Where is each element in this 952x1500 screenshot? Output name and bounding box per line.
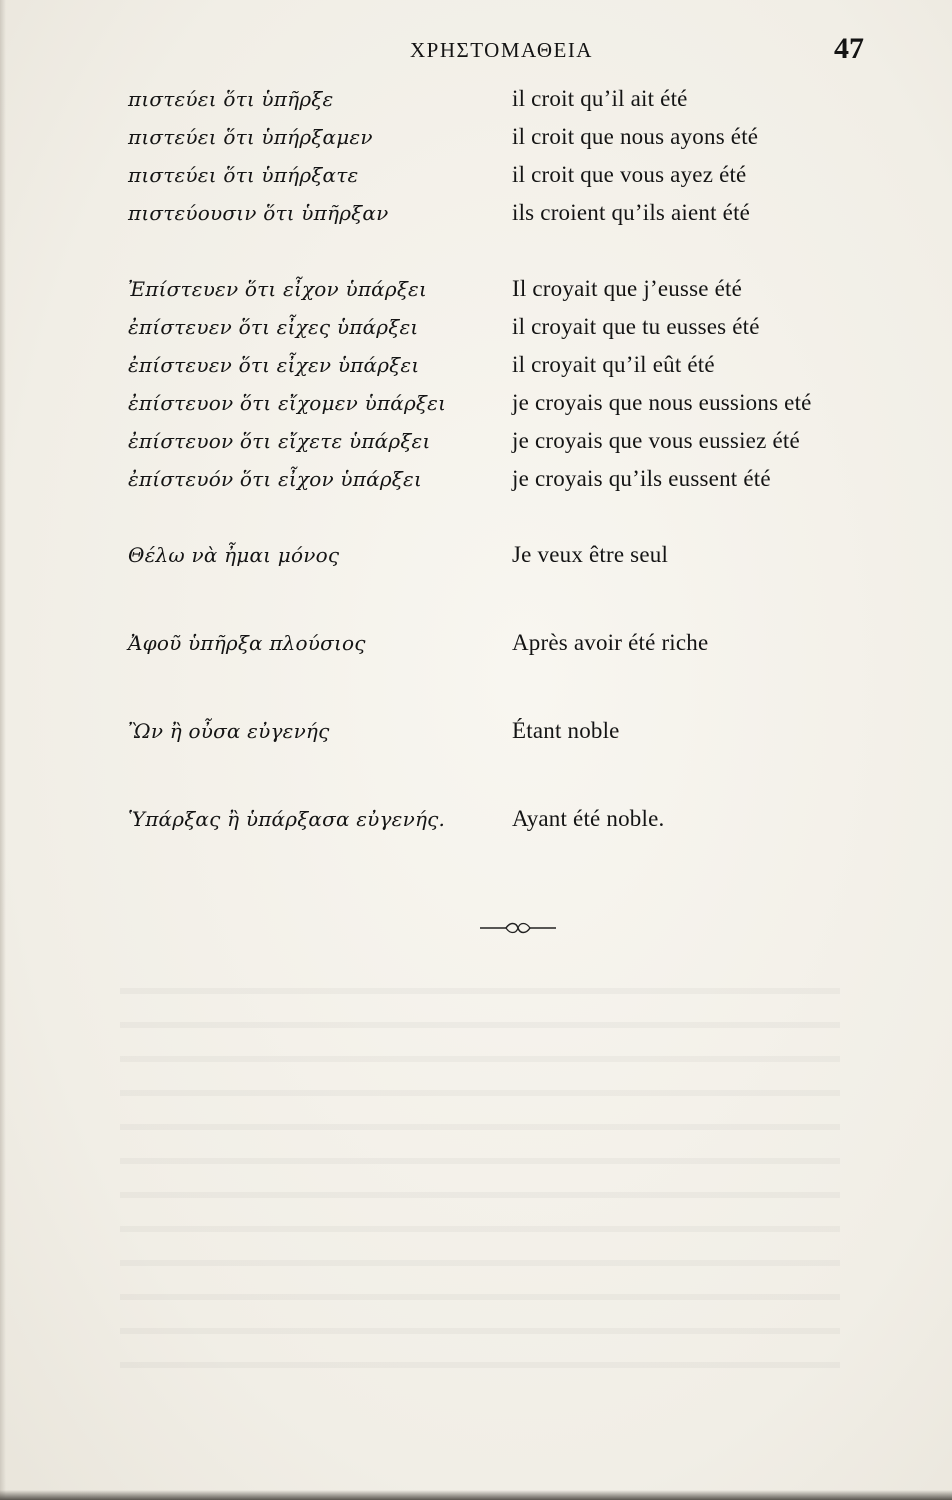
conjugation-row <box>128 466 868 504</box>
page-bottom-edge-shadow <box>0 1490 952 1500</box>
group-subjunctive-present <box>128 86 868 238</box>
group-infinitive <box>128 542 868 580</box>
greek-phrase: ἐπίστευον ὅτι εἴχετε ὑπάρξει <box>128 429 431 453</box>
conjugation-row <box>128 352 868 390</box>
french-translation: Ayant été noble. <box>512 806 665 831</box>
french-translation: Je veux être seul <box>512 542 669 567</box>
group-past-participle <box>128 806 868 844</box>
greek-phrase: Ὢν ἢ οὖσα εὐγενής <box>128 719 330 743</box>
conjugation-row <box>128 390 868 428</box>
greek-phrase: Ἀφοῦ ὑπῆρξα πλούσιος <box>128 631 366 655</box>
conjugation-row <box>128 200 868 238</box>
french-translation: je croyais que nous eussions eté <box>512 390 812 415</box>
conjugation-row <box>128 428 868 466</box>
greek-phrase: πιστεύει ὅτι ὑπήρξαμεν <box>128 125 373 149</box>
conjugation-row <box>128 806 868 844</box>
french-translation: il croyait que tu eusses été <box>512 314 760 339</box>
french-translation: Après avoir été riche <box>512 630 709 655</box>
greek-phrase: Ὑπάρξας ἢ ὑπάρξασα εὐγενής. <box>128 807 446 831</box>
greek-phrase: πιστεύει ὅτι ὑπῆρξε <box>128 87 334 111</box>
conjugation-row <box>128 276 868 314</box>
greek-phrase: Ἐπίστευεν ὅτι εἶχον ὑπάρξει <box>128 277 428 301</box>
conjugation-row <box>128 718 868 756</box>
greek-phrase: ἐπίστευον ὅτι εἴχομεν ὑπάρξει <box>128 391 447 415</box>
conjugation-table <box>128 86 868 894</box>
conjugation-row <box>128 162 868 200</box>
greek-phrase: ἐπίστευεν ὅτι εἶχες ὑπάρξει <box>128 315 419 339</box>
french-translation: ils croient qu’ils aient été <box>512 200 751 225</box>
show-through-text <box>120 960 840 1380</box>
french-translation: Il croyait que j’eusse été <box>512 276 742 301</box>
french-translation: il croit que nous ayons été <box>512 124 759 149</box>
conjugation-row <box>128 630 868 668</box>
greek-phrase: ἐπίστευεν ὅτι εἶχεν ὑπάρξει <box>128 353 420 377</box>
conjugation-row <box>128 314 868 352</box>
group-subjunctive-pluperfect <box>128 276 868 504</box>
page-number: 47 <box>834 32 864 65</box>
conjugation-row <box>128 124 868 162</box>
greek-phrase: Θέλω νὰ ἦμαι μόνος <box>128 543 340 567</box>
greek-phrase: πιστεύει ὅτι ὑπήρξατε <box>128 163 359 187</box>
greek-phrase: πιστεύουσιν ὅτι ὑπῆρξαν <box>128 201 389 225</box>
greek-phrase: ἐπίστευόν ὅτι εἶχον ὑπάρξει <box>128 467 422 491</box>
french-translation: Étant noble <box>512 718 620 743</box>
conjugation-row <box>128 542 868 580</box>
french-translation: il croit qu’il ait été <box>512 86 688 111</box>
french-translation: il croit que vous ayez été <box>512 162 747 187</box>
french-translation: il croyait qu’il eût été <box>512 352 715 377</box>
page-left-edge-shadow <box>0 0 6 1500</box>
section-end-ornament <box>478 918 558 938</box>
running-title: ΧΡΗΣΤΟΜΑΘΕΙΑ <box>410 38 593 62</box>
running-head <box>120 32 864 78</box>
group-present-participle <box>128 718 868 756</box>
french-translation: je croyais que vous eussiez été <box>512 428 800 453</box>
french-translation: je croyais qu’ils eussent été <box>512 466 771 491</box>
conjugation-row <box>128 86 868 124</box>
group-past-infinitive <box>128 630 868 668</box>
